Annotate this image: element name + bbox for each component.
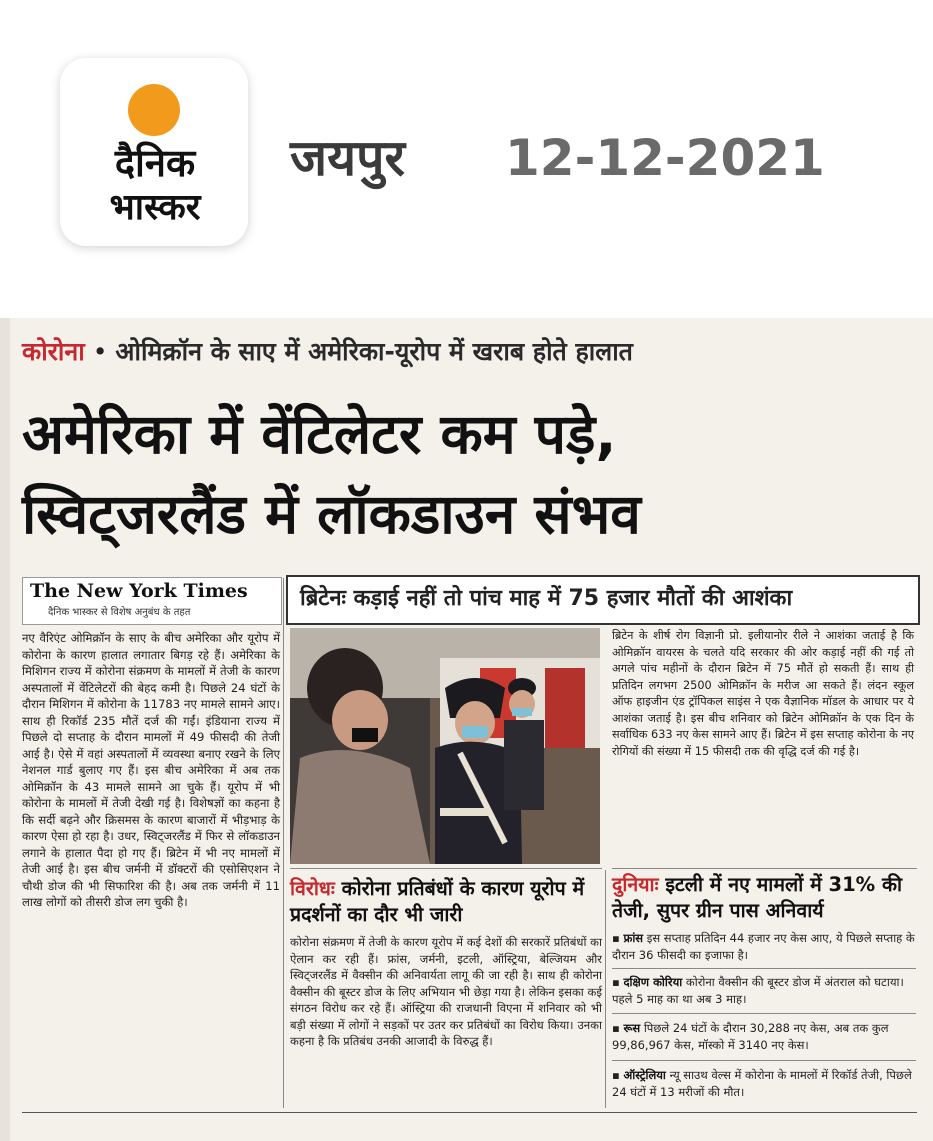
protest-label: विरोधः [290, 877, 335, 900]
world-bullet: ▪ रूस पिछले 24 घंटों के दौरान 30,288 नए केस, अब तक कुल 99,86,967 केस, मॉस्को में 3140 नए केस। [612, 1021, 889, 1052]
main-article-body: नए वैरिएंट ओमिक्रॉन के साए के बीच अमेरिका और यूरोप में कोरोना के कारण हालात लगातार बिगड़ रहे हैं। अमेरिका के मिशिगन राज्य में कोरोना संक्रमण के मामलों में तेजी के कारण अस्पतालों में वेंटिलेटरों की बेहद कमी है। पिछले 24 घंटों के दौरान मिशिगन में कोरोना के 11783 नए मामले सामने आए। साथ ही रिकॉर्ड 235 मौतें दर्ज की गईं। इंडियाना राज्य में पिछले दो सप्ताह के दौरान मामलों में 49 फीसदी की तेजी आई है। ऐसे में वहां अस्पतालों में व्यवस्था बनाए रखने के लिए नेशनल गार्ड बुलाए गए हैं। इस बीच अमेरिका में अब तक ओमिक्रॉन के 43 मामले सामने आ चुके हैं। यूरोप में भी कोरोना के मामलों में तेजी देखी गई है। विशेषज्ञों का कहना है कि सर्दी बढ़ने और क्रिसमस के कारण बाजारों में भीड़भाड़ के कारण ऐसा हो रहा है। उधर, स्विट्जरलैंड में फिर से लॉकडाउन लगाने के हालात पैदा हो गए हैं। ब्रिटेन में भी नए मामलों में तेजी आई है। इस बीच जर्मनी में डॉक्टरों की एसोसिएशन ने चौथी डोज की भी सिफारिश की है। अब तक जर्मनी में 11 लाख लोगों को तीसरी डोज लग चुकी है। [22, 631, 280, 909]
logo-text-line2: भास्कर [109, 187, 201, 228]
bullet-rule [612, 1013, 916, 1014]
edition-city: जयपुर [290, 129, 405, 187]
bottom-rule [22, 1112, 917, 1113]
kicker-tag: कोरोना [22, 337, 85, 366]
protest-heading [290, 876, 605, 928]
bullet-text: इस सप्ताह प्रतिदिन 44 हजार नए केस आए, ये पिछले सप्ताह के दौरान 36 फीसदी का इजाफा है। [612, 931, 915, 962]
news-photo [290, 628, 600, 864]
source-subtitle: दैनिक भास्कर से विशेष अनुबंध के तहत [48, 607, 191, 618]
section-rule [612, 868, 917, 869]
world-bullet: ▪ दक्षिण कोरिया कोरोना वैक्सीन की बूस्टर डोज में अंतराल को घटाया। पहले 5 माह का था अब 3 माह। [612, 975, 904, 1006]
clipping-edge [0, 318, 10, 1141]
headline-line1: अमेरिका में वेंटिलेटर कम पड़े, [22, 402, 617, 466]
kicker-text: ओमिक्रॉन के साए में अमेरिका-यूरोप में खराब होते हालात [115, 337, 633, 366]
bullet-country: फ्रांस [623, 931, 644, 945]
bullet-country: दक्षिण कोरिया [623, 975, 683, 989]
photo-illustration [290, 628, 600, 864]
bullet-text: पिछले 24 घंटों के दौरान 30,288 नए केस, अब तक कुल 99,86,967 केस, मॉस्को में 3140 नए केस। [612, 1021, 889, 1052]
kicker [22, 332, 633, 372]
uk-heading: ब्रिटेनः कड़ाई नहीं तो पांच माह में 75 हजार मौतों की आशंका [300, 586, 793, 611]
world-title: इटली में नए मामलों में 31% की तेजी, सुपर ग्रीन पास अनिवार्य [612, 873, 903, 922]
headline-line2: स्विट्जरलैंड में लॉकडाउन संभव [22, 482, 641, 546]
section-rule [290, 868, 602, 869]
column-divider [605, 870, 606, 1108]
logo-text-line1: दैनिक [114, 141, 196, 185]
bullet-rule [612, 968, 916, 969]
bullet-rule [612, 1060, 916, 1061]
bullet-country: ऑस्ट्रेलिया [623, 1068, 666, 1082]
bullet-country: रूस [623, 1021, 641, 1035]
kicker-separator: • [92, 337, 108, 366]
source-name: The New York Times [30, 580, 248, 602]
protest-title: कोरोना प्रतिबंधों के कारण यूरोप में प्रदर्शनों का दौर भी जारी [290, 877, 585, 926]
uk-article-body: ब्रिटेन के शीर्ष रोग विज्ञानी प्रो. इलीयानोर रीले ने आशंका जताई है कि ओमिक्रॉन वायरस के चलते यदि सरकार की ओर कड़ाई नहीं की गई तो अगले पांच महीनों के दौरान ब्रिटेन में 75 मौतें हो सकती हैं। साथ ही प्रतिदिन लगभग 2500 ओमिक्रॉन के मरीज आ सकते हैं। लंदन स्कूल ऑफ हाइजीन एंड ट्रॉपिकल साइंस ने एक वैज्ञानिक मॉडल के आधार पर ये आशंका जताई है। इस बीच शनिवार को ब्रिटेन ओमिक्रॉन के एक दिन के सर्वाधिक 633 नए केस सामने आए हैं। ब्रिटेन में इस सप्ताह कोरोना के नए रोगियों की संख्या में 15 फीसदी तक की वृद्धि दर्ज की गई है। [612, 629, 914, 758]
world-heading [612, 872, 917, 924]
bullet-text: कोरोना वैक्सीन की बूस्टर डोज में अंतराल को घटाया। पहले 5 माह का था अब 3 माह। [612, 975, 904, 1006]
protest-article-body: कोरोना संक्रमण में तेजी के कारण यूरोप में कई देशों की सरकारें प्रतिबंधों का ऐलान कर रही हैं। फ्रांस, जर्मनी, इटली, ऑस्ट्रिया, बेल्जियम और स्विट्जरलैंड में वैक्सीन की अनिवार्यता लागू की जा रही है। साथ ही कोरोना वैक्सीन की बूस्टर डोज के लिए अभियान भी छेड़ा गया है। लेकिन इसका कई संगठन विरोध कर रहे हैं। ऑस्ट्रिया की राजधानी विएना में शनिवार को भी बड़ी संख्या में लोगों ने सड़कों पर उतर कर प्रतिबंधों का विरोध किया। उनका कहना है कि प्रतिबंध उनकी आजादी के विरुद्ध हैं। [290, 935, 602, 1048]
world-bullet: ▪ फ्रांस इस सप्ताह प्रतिदिन 44 हजार नए केस आए, ये पिछले सप्ताह के दौरान 36 फीसदी का इजाफा है। [612, 931, 915, 962]
edition-date: 12-12-2021 [505, 129, 825, 187]
bullet-text: न्यू साउथ वेल्स में कोरोना के मामलों में रिकॉर्ड तेजी, पिछले 24 घंटों में 13 मरीजों की मौत। [612, 1068, 912, 1099]
world-bullet: ▪ ऑस्ट्रेलिया न्यू साउथ वेल्स में कोरोना के मामलों में रिकॉर्ड तेजी, पिछले 24 घंटों में 13 मरीजों की मौत। [612, 1068, 912, 1099]
column-divider [283, 578, 284, 1108]
world-label: दुनियाः [612, 873, 659, 896]
sun-icon [128, 84, 180, 136]
